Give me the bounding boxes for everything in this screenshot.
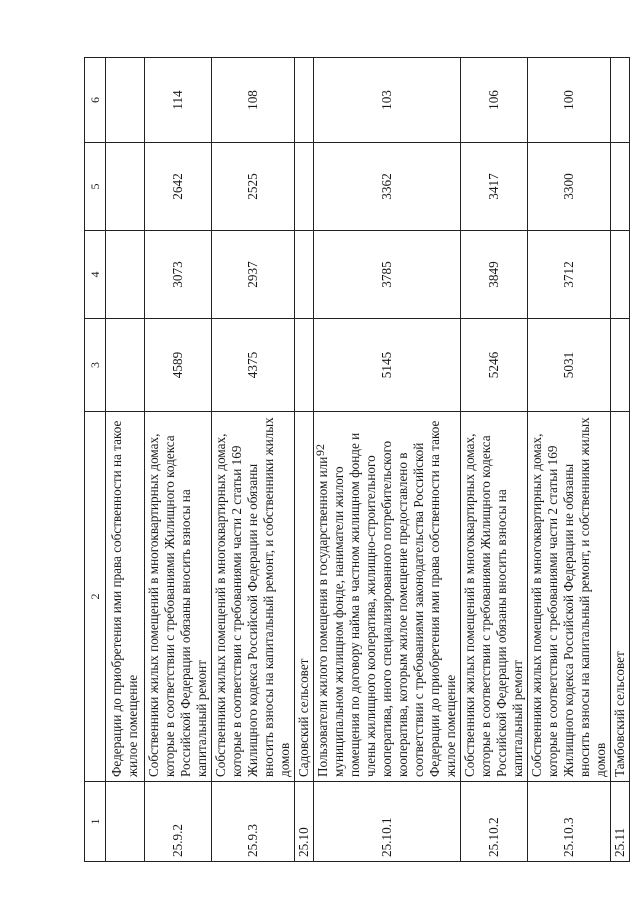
row-id: 25.10.2 bbox=[461, 782, 528, 862]
row-col5 bbox=[295, 143, 314, 231]
row-id: 25.10.3 bbox=[528, 782, 611, 862]
row-col6 bbox=[611, 58, 630, 143]
row-col5 bbox=[106, 143, 145, 231]
row-col6 bbox=[106, 58, 145, 143]
row-col3 bbox=[106, 319, 145, 412]
row-col3: 4589 bbox=[145, 319, 212, 412]
row-id: 25.10.1 bbox=[314, 782, 461, 862]
row-col4: 2937 bbox=[212, 231, 295, 319]
row-col5: 3362 bbox=[314, 143, 461, 231]
table-row bbox=[145, 58, 212, 862]
row-col4 bbox=[106, 231, 145, 319]
row-description: Пользователи жилого помещения в государственном или муниципальном жилищном фонде, наниматели жилого помещения по договору найма в частном жилищном фонде и члены жилищного кооператива, жилищно-строительного кооператива, иного специализированного потребительского кооператива, которым жилое помещение предоставлено в соответствии с требованиями законодательства Российской Федерации до приобретения ими права собственности на такое жилое помещение bbox=[314, 412, 461, 782]
row-description: Тамбовский сельсовет bbox=[611, 412, 630, 782]
row-col6: 106 bbox=[461, 58, 528, 143]
row-col5: 3417 bbox=[461, 143, 528, 231]
row-col4 bbox=[295, 231, 314, 319]
row-col6: 103 bbox=[314, 58, 461, 143]
row-description: Федерации до приобретения ими права собственности на такое жилое помещение bbox=[106, 412, 145, 782]
row-col3: 4375 bbox=[212, 319, 295, 412]
header-cell-3: 3 bbox=[85, 319, 106, 412]
row-col4: 3849 bbox=[461, 231, 528, 319]
row-col6: 114 bbox=[145, 58, 212, 143]
row-col4: 3712 bbox=[528, 231, 611, 319]
table-row bbox=[528, 58, 611, 862]
row-col3 bbox=[611, 319, 630, 412]
table-row bbox=[461, 58, 528, 862]
row-col4 bbox=[611, 231, 630, 319]
row-id: 25.10 bbox=[295, 782, 314, 862]
table-row bbox=[212, 58, 295, 862]
row-col3: 5145 bbox=[314, 319, 461, 412]
row-id: 25.11 bbox=[611, 782, 630, 862]
row-col5 bbox=[611, 143, 630, 231]
row-col4: 3073 bbox=[145, 231, 212, 319]
row-col6: 108 bbox=[212, 58, 295, 143]
table-row bbox=[295, 58, 314, 862]
row-col5: 2642 bbox=[145, 143, 212, 231]
header-cell-2: 2 bbox=[85, 412, 106, 782]
row-col3: 5031 bbox=[528, 319, 611, 412]
row-col6 bbox=[295, 58, 314, 143]
row-description: Собственники жилых помещений в многоквартирных домах, которые в соответствии с требованиями Жилищного кодекса Российской Федерации обязаны вносить взносы на капитальный ремонт bbox=[145, 412, 212, 782]
header-cell-1: 1 bbox=[85, 782, 106, 862]
row-id bbox=[106, 782, 145, 862]
table-row bbox=[106, 58, 145, 862]
table-row bbox=[611, 58, 630, 862]
row-description: Садовский сельсовет bbox=[295, 412, 314, 782]
table-row bbox=[314, 58, 461, 862]
row-description: Собственники жилых помещений в многоквартирных домах, которые в соответствии с требованиями Жилищного кодекса Российской Федерации обязаны вносить взносы на капитальный ремонт bbox=[461, 412, 528, 782]
header-cell-6: 6 bbox=[85, 58, 106, 143]
row-col3 bbox=[295, 319, 314, 412]
row-col5: 2525 bbox=[212, 143, 295, 231]
row-col4: 3785 bbox=[314, 231, 461, 319]
tariff-table bbox=[84, 57, 630, 862]
row-description: Собственники жилых помещений в многоквартирных домах, которые в соответствии с требованиями части 2 статьи 169 Жилищного кодекса Российской Федерации не обязаны вносить взносы на капитальный ремонт, и собственники жилых домов bbox=[528, 412, 611, 782]
row-col3: 5246 bbox=[461, 319, 528, 412]
page-number: 92 bbox=[313, 444, 327, 456]
rotated-page-content bbox=[84, 58, 627, 862]
header-row bbox=[85, 58, 106, 862]
header-cell-4: 4 bbox=[85, 231, 106, 319]
header-cell-5: 5 bbox=[85, 143, 106, 231]
row-col5: 3300 bbox=[528, 143, 611, 231]
row-id: 25.9.2 bbox=[145, 782, 212, 862]
row-description: Собственники жилых помещений в многоквартирных домах, которые в соответствии с требованиями части 2 статьи 169 Жилищного кодекса Российской Федерации не обязаны вносить взносы на капитальный ремонт, и собственники жилых домов bbox=[212, 412, 295, 782]
row-col6: 100 bbox=[528, 58, 611, 143]
row-id: 25.9.3 bbox=[212, 782, 295, 862]
